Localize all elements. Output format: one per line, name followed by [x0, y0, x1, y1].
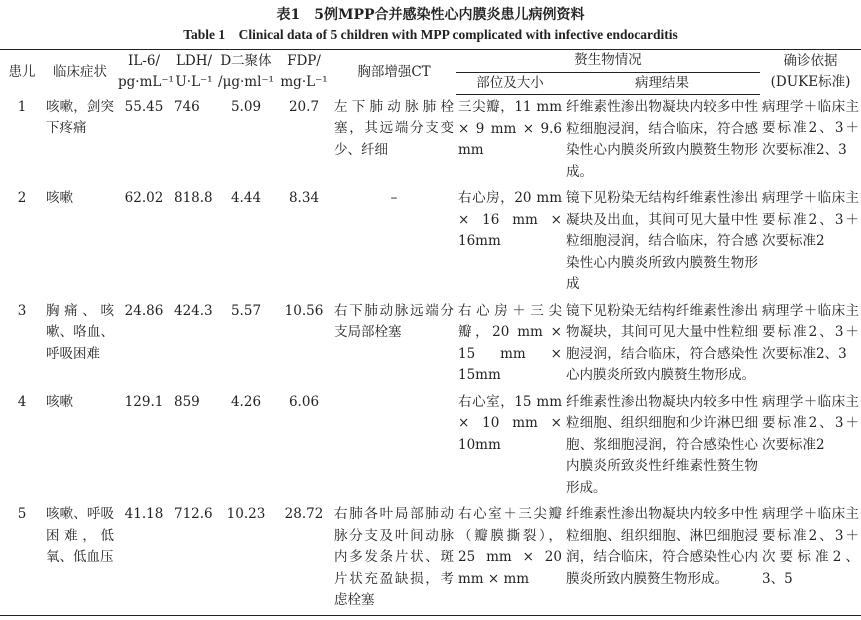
table-body	[0, 95, 861, 616]
cell-ddimer: 5.09	[230, 98, 262, 115]
cell-id: 5	[0, 502, 44, 615]
cell-pathology: 镜下见粉染无结构纤维素性渗出物凝块，其间可见大量中性粒细胞浸润，结合临床，符合感染性心内膜炎所致内膜赘生物形成。	[566, 302, 758, 383]
header-pathology: 病理结果	[564, 72, 760, 95]
header-diagnosis-standard: (DUKE标准)	[770, 74, 851, 91]
cell-diagnosis: 病理学＋临床主要标准2、3＋次要标准2、3、5	[760, 502, 861, 615]
cell-id: 1	[17, 98, 27, 115]
cell-ddimer: 10.23	[216, 502, 276, 615]
cell-pathology: 纤维素性渗出物凝块内较多中性粒细胞、组织细胞、淋巴细胞浸润，结合临床，符合感染性心内膜炎所致内膜赘生物形成。	[564, 502, 760, 615]
cell-il6: 24.86	[124, 302, 164, 319]
header-diagnosis	[760, 50, 861, 95]
table-row	[0, 299, 861, 390]
cell-ddimer: 4.44	[230, 190, 262, 206]
cell-il6: 55.45	[124, 98, 164, 115]
header-il6	[116, 50, 172, 95]
cell-location: 右心室，15 mm × 10 mm × 10mm	[458, 393, 562, 453]
cell-ct: –	[390, 190, 398, 206]
cell-id: 3	[17, 302, 27, 319]
cell-ct	[332, 390, 456, 503]
cell-il6: 129.1	[124, 393, 164, 410]
cell-ct: 左下肺动脉肺栓塞，其远端分支变少、纤细	[334, 98, 454, 158]
header-symptoms: 临床症状	[44, 50, 116, 95]
cell-ldh: 746	[174, 98, 200, 115]
header-fdp	[276, 50, 332, 95]
cell-fdp: 20.7	[288, 98, 320, 115]
cell-diagnosis: 病理学＋临床主要标准2、3＋次要标准2	[762, 393, 859, 453]
table-row	[0, 390, 861, 503]
cell-ldh: 712.6	[172, 502, 216, 615]
cell-symptoms: 咳嗽、呼吸困难，低氧、低血压	[44, 502, 116, 615]
cell-symptoms: 咳嗽，剑突下疼痛	[46, 98, 114, 136]
header-ldh-label: LDH/	[175, 52, 213, 69]
cell-location: 右心房＋三尖瓣，20 mm × 15 mm × 15mm	[458, 302, 562, 383]
cell-il6: 62.02	[124, 190, 164, 206]
cell-id: 2	[17, 190, 27, 206]
cell-symptoms: 咳嗽	[46, 393, 73, 410]
cell-ddimer: 4.26	[230, 393, 262, 410]
header-fdp-unit: mg·L⁻¹	[280, 74, 328, 91]
cell-il6: 41.18	[116, 502, 172, 615]
header-ct: 胸部增强CT	[332, 50, 456, 95]
header-ldh	[172, 50, 216, 95]
cell-location: 三尖瓣，11 mm × 9 mm × 9.6 mm	[458, 99, 562, 158]
header-fdp-label: FDP/	[287, 52, 321, 69]
cell-diagnosis: 病理学＋临床主要标准2、3＋次要标准2	[762, 190, 859, 249]
cell-pathology: 镜下见粉染无结构纤维素性渗出凝块及出血，其间可见大量中性粒细胞浸润，结合临床，符合感染性心内膜炎所致内膜赘生物形成	[566, 190, 758, 292]
cell-symptoms: 咳嗽	[46, 190, 73, 206]
cell-ldh: 859	[174, 393, 200, 410]
cell-fdp: 8.34	[288, 190, 320, 206]
cell-fdp: 10.56	[284, 302, 324, 319]
header-ldh-unit: U·L⁻¹	[175, 74, 213, 91]
cell-diagnosis: 病理学＋临床主要标准2、3＋次要标准2、3	[762, 302, 859, 362]
cell-fdp: 28.72	[276, 502, 332, 615]
table-row	[0, 502, 861, 615]
cell-ldh: 818.8	[174, 190, 213, 206]
cell-location: 右心房，20 mm × 16 mm × 16mm	[458, 190, 562, 249]
cell-ddimer: 5.57	[230, 302, 262, 319]
cell-symptoms: 胸痛、咳嗽、咯血、呼吸困难	[46, 302, 114, 362]
table-row	[0, 186, 861, 299]
cell-ldh: 424.3	[174, 302, 213, 319]
cell-fdp: 6.06	[288, 393, 320, 410]
cell-diagnosis: 病理学＋临床主要标准2、3＋次要标准2、3	[762, 98, 859, 158]
cell-location: 右心室＋三尖瓣（瓣膜撕裂），25 mm × 20 mm × mm	[456, 502, 564, 615]
header-location: 部位及大小	[456, 72, 564, 95]
cell-pathology: 纤维素性渗出物凝块内较多中性粒细胞、组织细胞和少许淋巴细胞、浆细胞浸润，符合感染性心内膜炎所致炎性纤维素性赘生物形成。	[566, 393, 758, 496]
header-vegetation: 赘生物情况	[456, 50, 760, 73]
cell-pathology: 纤维素性渗出物凝块内较多中性粒细胞浸润，结合临床，符合感染性心内膜炎所致内膜赘生物形成。	[566, 99, 758, 180]
cell-id: 4	[17, 393, 27, 410]
table-title-en: Table 1 Clinical data of 5 children with MPP complicated with infective endocarditis	[183, 27, 678, 42]
clinical-data-table	[0, 49, 861, 616]
header-ddimer-unit: /μg·ml⁻¹	[218, 74, 274, 91]
header-ddimer-label: D二聚体	[220, 52, 272, 69]
header-patient: 患儿	[0, 50, 44, 95]
table-row	[0, 95, 861, 187]
table-title-cn: 表1 5例MPP合并感染性心内膜炎患儿病例资料	[276, 7, 585, 23]
cell-ct: 右下肺动脉远端分支局部栓塞	[334, 302, 454, 340]
header-il6-label: IL-6/	[128, 52, 160, 69]
header-diagnosis-label: 确诊依据	[783, 52, 838, 69]
cell-ct: 右肺各叶局部肺动脉分支及叶间动脉内多发条片状、斑片状充盈缺损，考虑栓塞	[332, 502, 456, 615]
header-il6-unit: pg·mL⁻¹	[118, 74, 174, 91]
header-ddimer	[216, 50, 276, 95]
